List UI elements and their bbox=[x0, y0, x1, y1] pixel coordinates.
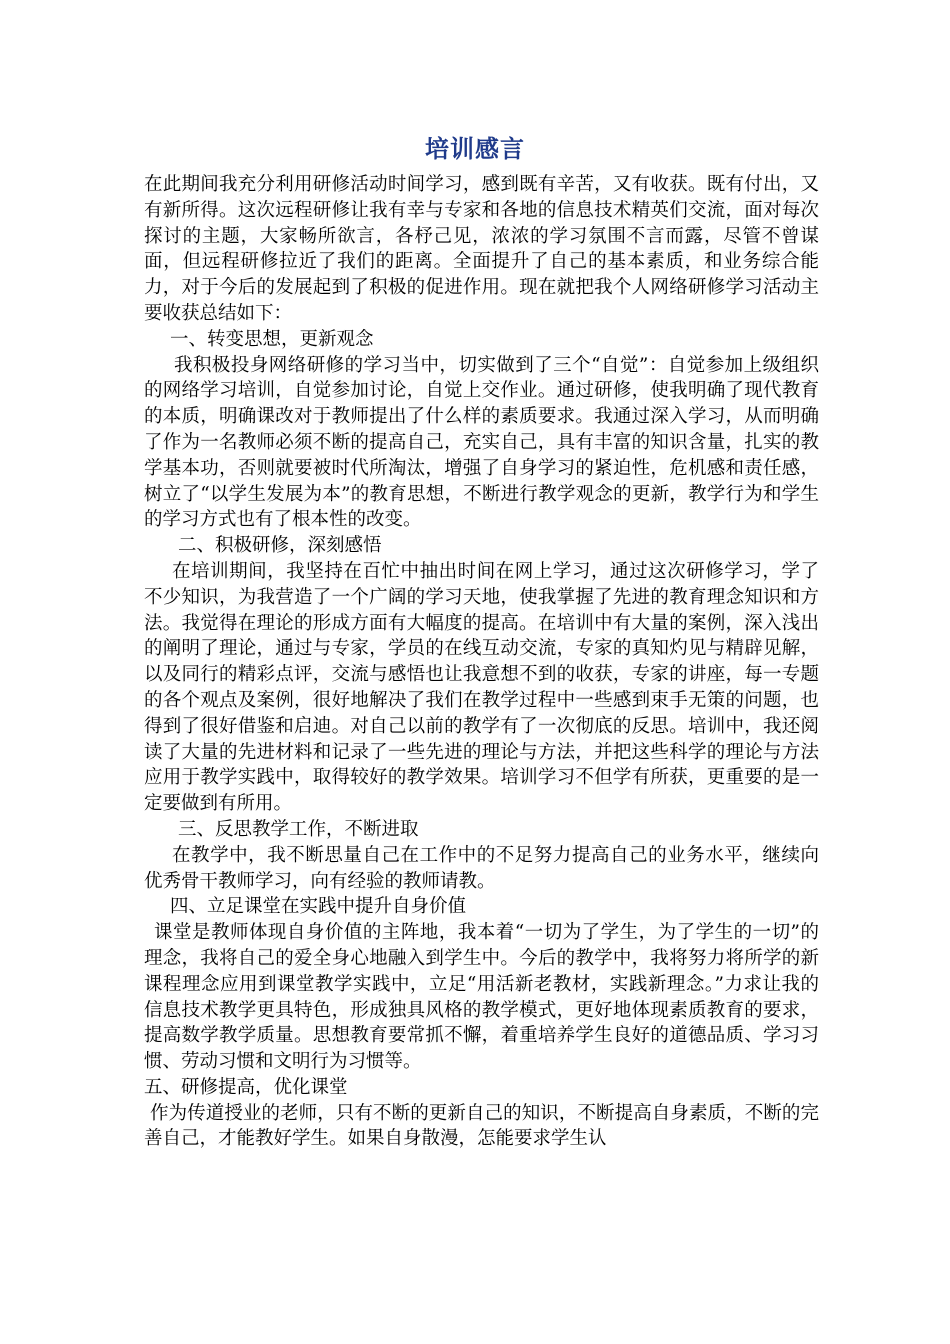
section-heading-4: 四、立足课堂在实践中提升自身价值 bbox=[170, 896, 467, 918]
section-heading-3: 三、反思教学工作，不断进取 bbox=[178, 818, 419, 840]
document-body bbox=[144, 172, 819, 1152]
section-heading-1: 一、转变思想，更新观念 bbox=[170, 328, 374, 350]
section-2-paragraph: 在培训期间，我坚持在百忙中抽出时间在网上学习，通过这次研修学习，学了不少知识，为我营造了一个广阔的学习天地，使我掌握了先进的教育理念知识和方法。我觉得在理论的形成方面有大幅度的提高。在培训中有大量的案例，深入浅出的阐明了理论，通过与专家，学员的在线互动交流，专家的真知灼见与精辟见解，以及同行的精彩点评，交流与感悟也让我意想不到的收获，专家的讲座，每一专题的各个观点及案例，很好地解决了我们在教学过程中一些感到束手无策的问题，也得到了很好借鉴和启迪。对自己以前的教学有了一次彻底的反思。培训中，我还阅读了大量的先进材料和记录了一些先进的理论与方法，并把这些科学的理论与方法应用于教学实践中，取得较好的教学效果。培训学习不但学有所获，更重要的是一定要做到有所用。 bbox=[144, 560, 819, 815]
document-title: 培训感言 bbox=[425, 135, 525, 163]
section-heading-2: 二、积极研修，深刻感悟 bbox=[178, 535, 382, 557]
section-3-paragraph: 在教学中，我不断思量自己在工作中的不足努力提高自己的业务水平，继续向优秀骨干教师学习，向有经验的教师请教。 bbox=[144, 844, 819, 892]
section-heading-5: 五、研修提高，优化课堂 bbox=[144, 1076, 348, 1098]
section-1-paragraph: 我积极投身网络研修的学习当中，切实做到了三个“自觉”：自觉参加上级组织的网络学习培训，自觉参加讨论，自觉上交作业。通过研修，使我明确了现代教育的本质，明确课改对于教师提出了什么样的素质要求。我通过深入学习，从而明确了作为一名教师必须不断的提高自己，充实自己，具有丰富的知识含量，扎实的教学基本功，否则就要被时代所淘汰，增强了自身学习的紧迫性，危机感和责任感，树立了“以学生发展为本”的教育思想，不断进行教学观念的更新，教学行为和学生的学习方式也有了根本性的改变。 bbox=[144, 354, 819, 531]
section-4-paragraph: 课堂是教师体现自身价值的主阵地，我本着“一切为了学生，为了学生的一切”的理念，我将自己的爱全身心地融入到学生中。今后的教学中，我将努力将所学的新课程理念应用到课堂教学实践中，立足“用活新老教材，实践新理念。”力求让我的信息技术教学更具特色，形成独具风格的教学模式，更好地体现素质教育的要求，提高数学教学质量。思想教育要常抓不懈，着重培养学生良好的道德品质、学习习惯、劳动习惯和文明行为习惯等。 bbox=[144, 922, 819, 1073]
section-5-paragraph: 作为传道授业的老师，只有不断的更新自己的知识，不断提高自身素质，不断的完善自己，才能教好学生。如果自身散漫，怎能要求学生认 bbox=[144, 1102, 819, 1150]
intro-paragraph: 在此期间我充分利用研修活动时间学习，感到既有辛苦，又有收获。既有付出，又有新所得。这次远程研修让我有幸与专家和各地的信息技术精英们交流，面对每次探讨的主题，大家畅所欲言，各杼己见，浓浓的学习氛围不言而露，尽管不曾谋面，但远程研修拉近了我们的距离。全面提升了自己的基本素质，和业务综合能力，对于今后的发展起到了积极的促进作用。现在就把我个人网络研修学习活动主要收获总结如下： bbox=[144, 174, 819, 324]
